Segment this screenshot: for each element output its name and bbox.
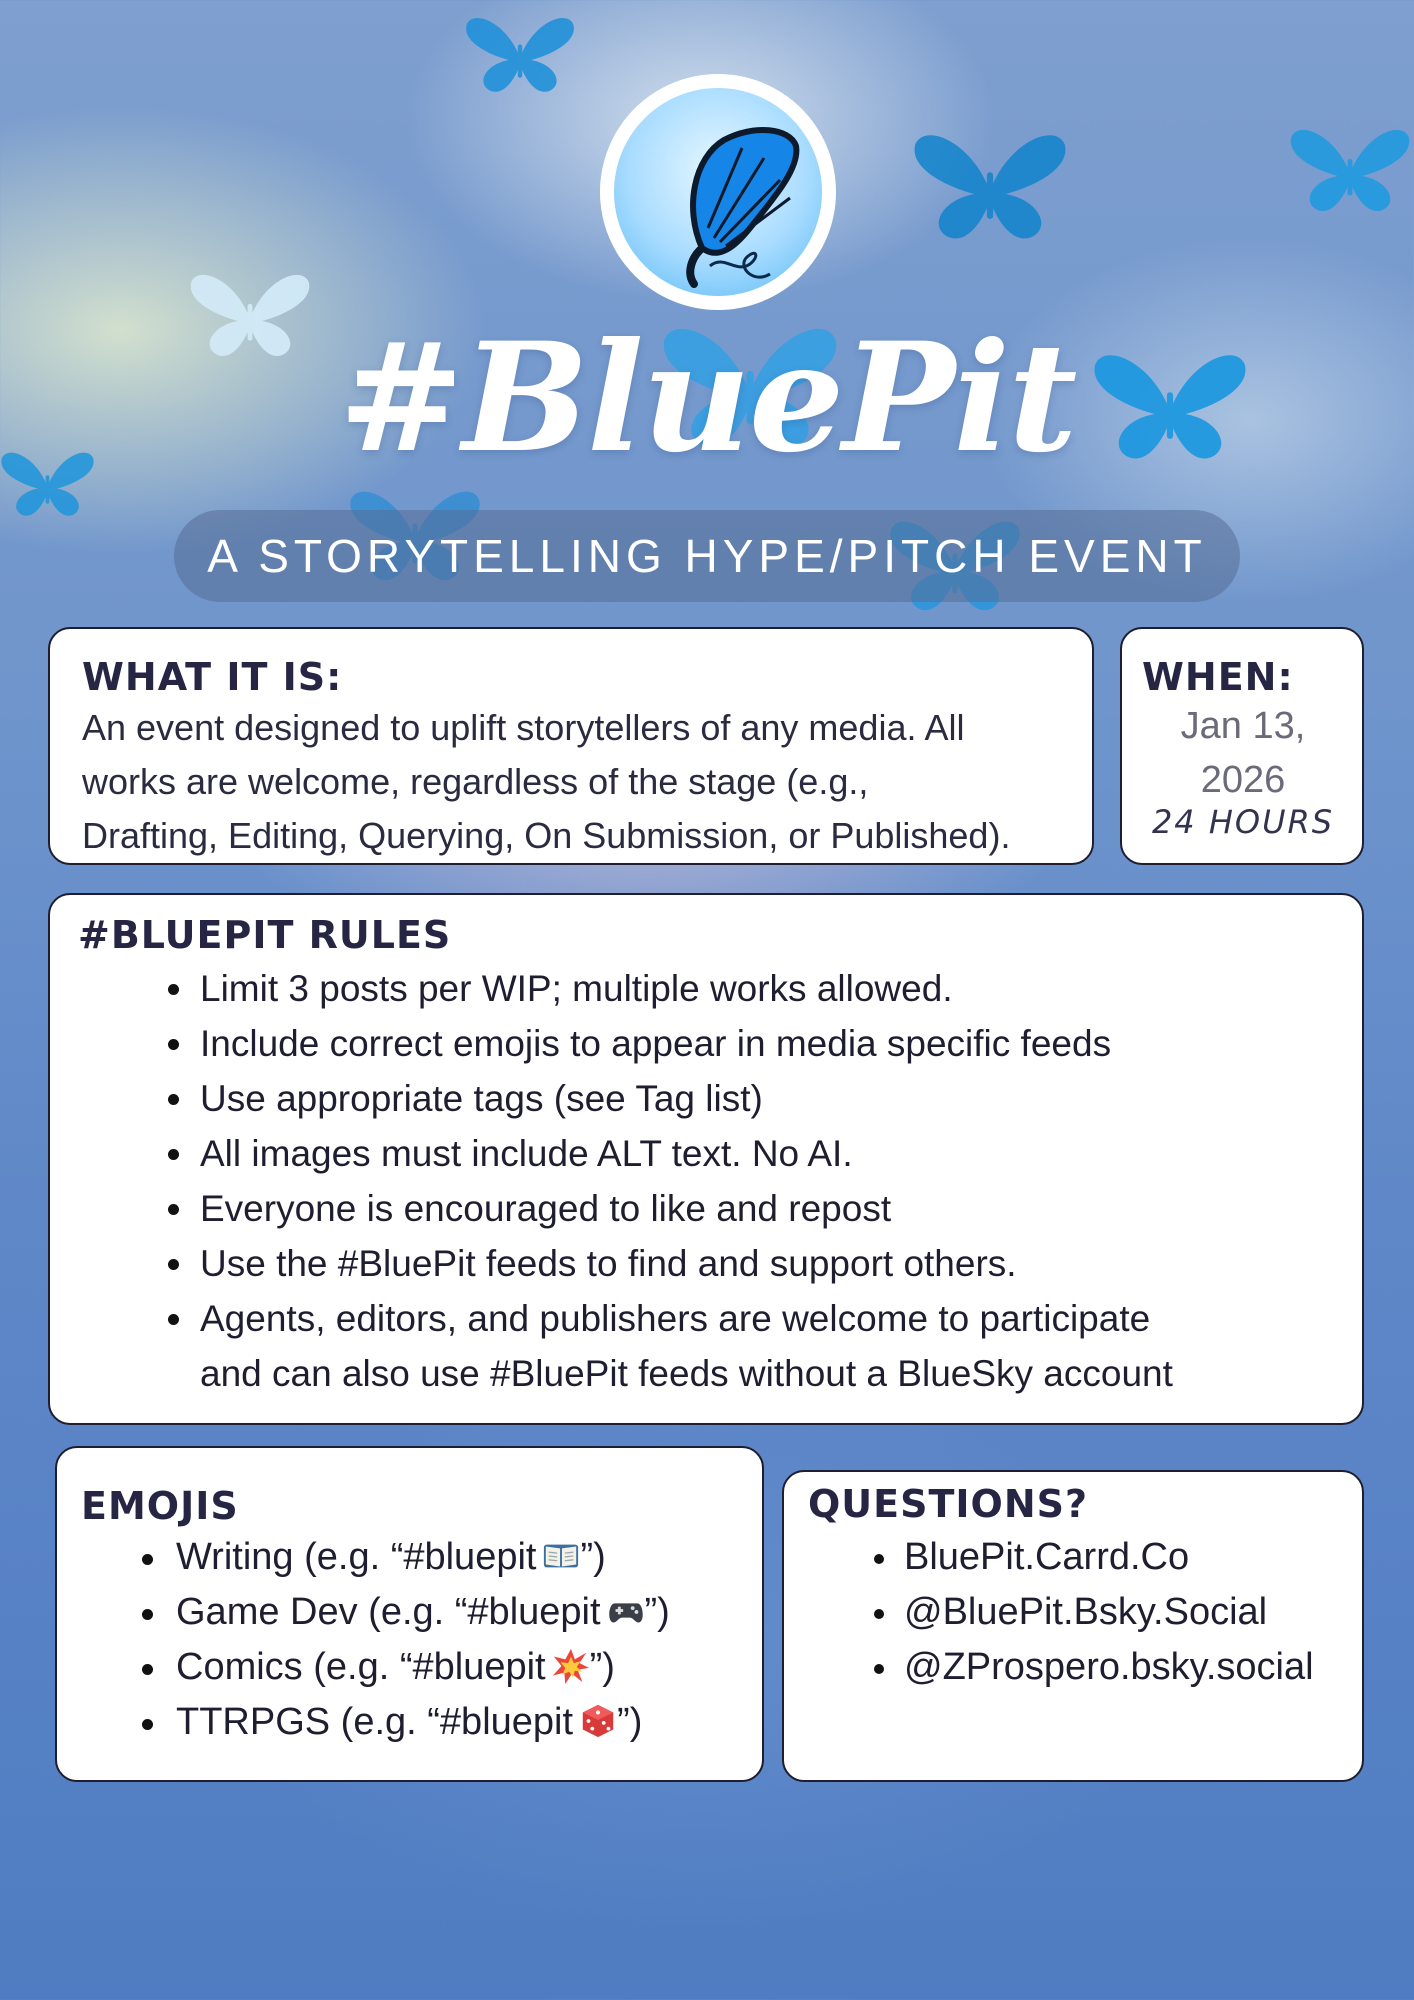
page-title: #BluePit bbox=[338, 310, 1076, 486]
questions-card bbox=[782, 1470, 1364, 1782]
emoji-item-ttrpgs bbox=[176, 1695, 742, 1750]
contact-link-organizer[interactable]: @ZProspero.bsky.social bbox=[904, 1640, 1342, 1695]
emoji-item-suffix: ”) bbox=[644, 1591, 670, 1633]
logo bbox=[600, 74, 836, 310]
butterfly-logo-icon bbox=[614, 88, 822, 296]
open-book-icon bbox=[542, 1537, 580, 1575]
emoji-item-suffix: ”) bbox=[589, 1646, 615, 1688]
rule-item: Include correct emojis to appear in media specific feeds bbox=[200, 1016, 1332, 1071]
emoji-item-suffix: ”) bbox=[580, 1536, 606, 1578]
description-line: works are welcome, regardless of the stage (e.g., bbox=[82, 761, 869, 802]
rule-item-continuation: and can also use #BluePit feeds without a BlueSky account bbox=[200, 1353, 1173, 1394]
questions-heading: QUESTIONS? bbox=[808, 1482, 1089, 1526]
emoji-item-text: Writing (e.g. “#bluepit bbox=[176, 1536, 537, 1578]
rules-card bbox=[48, 893, 1364, 1425]
contact-list bbox=[904, 1530, 1342, 1695]
event-date-line2: 2026 bbox=[1200, 759, 1286, 801]
when-card bbox=[1120, 627, 1364, 865]
butterfly-icon bbox=[450, 0, 590, 100]
contact-link-website[interactable]: BluePit.Carrd.Co bbox=[904, 1530, 1342, 1585]
die-icon bbox=[579, 1702, 617, 1740]
butterfly-icon bbox=[1285, 110, 1414, 220]
rule-item: Limit 3 posts per WIP; multiple works allowed. bbox=[200, 961, 1332, 1016]
rules-heading: #BLUEPIT RULES bbox=[78, 913, 452, 957]
emoji-item-suffix: ”) bbox=[617, 1701, 643, 1743]
rule-item: Everyone is encouraged to like and repost bbox=[200, 1181, 1332, 1236]
rules-list bbox=[200, 961, 1332, 1401]
subtitle-text: A STORYTELLING HYPE/PITCH EVENT bbox=[207, 530, 1207, 582]
rule-item: Use the #BluePit feeds to find and support others. bbox=[200, 1236, 1332, 1291]
event-duration: 24 HOURS bbox=[1151, 803, 1335, 841]
rule-item: All images must include ALT text. No AI. bbox=[200, 1126, 1332, 1181]
rule-item: Agents, editors, and publishers are welcome to participate bbox=[200, 1291, 1332, 1346]
emoji-item-text: Game Dev (e.g. “#bluepit bbox=[176, 1591, 601, 1633]
when-heading: WHEN: bbox=[1142, 655, 1294, 699]
description-line: An event designed to uplift storytellers of any media. All bbox=[82, 707, 965, 748]
game-controller-icon bbox=[607, 1592, 645, 1630]
emoji-item-text: Comics (e.g. “#bluepit bbox=[176, 1646, 546, 1688]
emoji-item-game-dev bbox=[176, 1585, 742, 1640]
emojis-list bbox=[176, 1530, 742, 1750]
subtitle-banner bbox=[174, 510, 1240, 602]
emojis-card bbox=[55, 1446, 764, 1782]
contact-link-bluesky[interactable]: @BluePit.Bsky.Social bbox=[904, 1585, 1342, 1640]
what-it-is-card bbox=[48, 627, 1094, 865]
what-it-is-description bbox=[82, 701, 1062, 863]
emoji-item-text: TTRPGS (e.g. “#bluepit bbox=[176, 1701, 574, 1743]
emoji-item-comics bbox=[176, 1640, 742, 1695]
butterfly-icon bbox=[900, 110, 1080, 250]
what-it-is-heading: WHAT IT IS: bbox=[82, 655, 343, 699]
collision-icon bbox=[552, 1647, 590, 1685]
rule-item: Use appropriate tags (see Tag list) bbox=[200, 1071, 1332, 1126]
event-date bbox=[1142, 699, 1344, 807]
emojis-heading: EMOJIS bbox=[81, 1484, 239, 1528]
event-date-line1: Jan 13, bbox=[1180, 705, 1306, 747]
emoji-item-writing bbox=[176, 1530, 742, 1585]
description-line: Drafting, Editing, Querying, On Submission, or Published). bbox=[82, 815, 1011, 856]
